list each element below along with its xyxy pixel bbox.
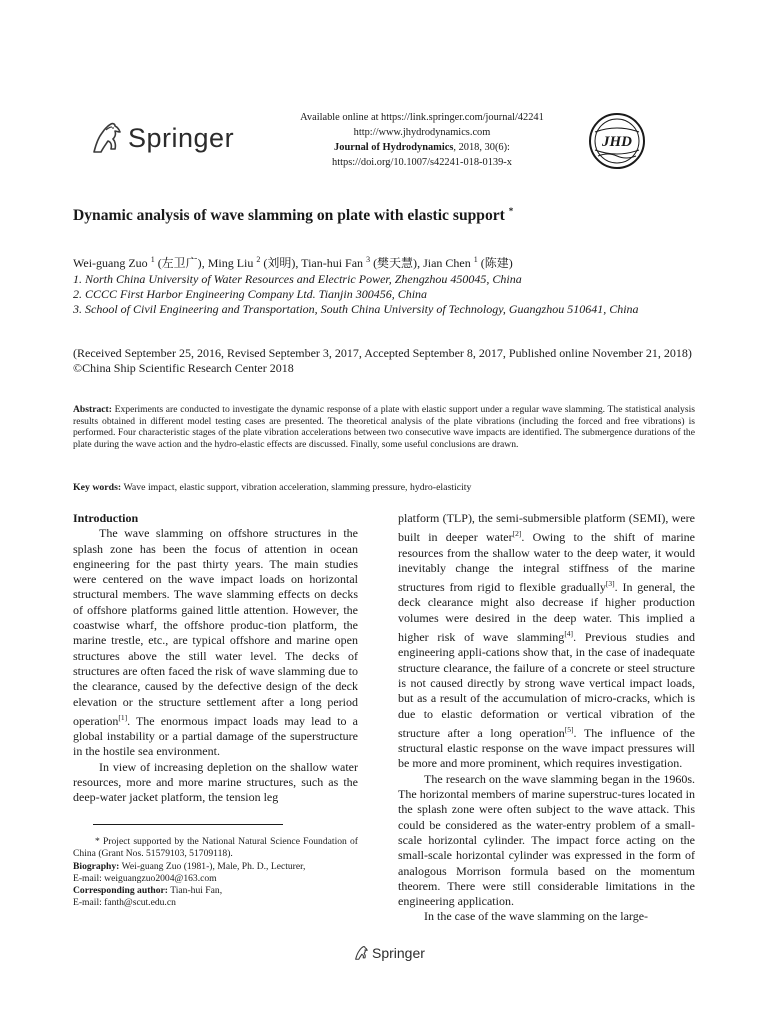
paragraph — [398, 511, 695, 772]
author-affiliation-number: 1 — [150, 255, 155, 264]
author-name: Wei-guang Zuo — [73, 256, 148, 270]
funding-note: * Project supported by the National Natural Science Foundation of China (Grant Nos. 51579103, 51709118). — [73, 836, 358, 860]
author — [73, 256, 208, 270]
springer-logo — [88, 118, 234, 158]
biography-email[interactable]: E-mail: weiguangzuo2004@163.com — [73, 872, 217, 884]
paragraph: The research on the wave slamming began in the 1960s. The horizontal members of marine superstruc-tures located in the splash zone were often subject to the wave attack. This could be considered as the water-entry problem of a small-scale horizontal cylinder. The impact force acting on the small-scale horizontal cylinder was expressed in the form of analogous Morrison formula based on the momentum theorem. There were still considerable limitations in the engineering application. — [398, 771, 695, 909]
journal-name: Journal of Hydrodynamics — [334, 142, 454, 153]
paragraph-text: . Owing to the shift of marine resources from the shallow water to the deep water, it would inevitably change the integral stiffness of the marine structures from rigid to flexible gradually — [398, 530, 695, 595]
springer-horse-icon — [88, 118, 124, 158]
author-name: Ming Liu — [207, 256, 254, 270]
footer-wordmark: Springer — [372, 945, 425, 961]
corresponding-email[interactable]: E-mail: fanth@scut.edu.cn — [73, 897, 176, 909]
author-chinese-name: (刘明) — [260, 256, 296, 270]
author-chinese-name: (左卫广) — [154, 256, 202, 270]
paragraph-text: The wave slamming on offshore structures in the splash zone has been the focus of attention in ocean engineering for the past thirty years. The main studies were centered on the wave impact loads on horizontal structural members. The wave slamming effects on decks of offshore platforms gained little attention. However, the coastwise wharf, the offshore produc-tion platform, the marine trestle, etc., are typical offshore and marine open structures above the still water level. The decks of structures are often faced the risk of wave slamming due to the clearance, caused by the defective design of the deck elevation or the structure settlement after a long period operation — [73, 526, 358, 728]
corresponding-label: Corresponding author: — [73, 885, 168, 897]
biography-text: Wei-guang Zuo (1981-), Male, Ph. D., Lecturer, — [119, 860, 306, 872]
author-affiliation-number: 2 — [256, 255, 261, 264]
journal-info — [262, 110, 582, 170]
availability-line[interactable]: Available online at https://link.springer.com/journal/42241 — [300, 112, 544, 123]
seal-label: JHD — [602, 134, 632, 150]
keywords-text: Wave impact, elastic support, vibration acceleration, slamming pressure, hydro-elasticity — [123, 482, 472, 493]
author-separator: , — [201, 256, 208, 270]
doi-link[interactable]: https://doi.org/10.1007/s42241-018-0139-x — [332, 157, 512, 168]
citation-ref[interactable]: [1] — [118, 712, 128, 722]
journal-citation — [262, 140, 582, 155]
author — [301, 256, 423, 270]
citation-ref[interactable]: [2] — [512, 529, 522, 539]
title-text: Dynamic analysis of wave slamming on plate with elastic support — [73, 207, 505, 225]
affiliation-3: 3. School of Civil Engineering and Transportation, South China University of Technology, Guangzhou 510641, China — [73, 302, 639, 317]
springer-horse-icon — [353, 944, 369, 962]
author — [208, 256, 301, 270]
corresponding-author — [73, 885, 358, 897]
citation-ref[interactable]: [5] — [564, 724, 574, 734]
right-column — [398, 511, 695, 925]
abstract-label: Abstract: — [73, 404, 112, 415]
author-separator: , — [295, 256, 302, 270]
paragraph-text: platform (TLP), the semi-submersible platform (SEMI), were built in deeper water — [398, 511, 695, 545]
biography-label: Biography: — [73, 860, 120, 872]
footnote-rule — [93, 824, 283, 825]
author-separator: , — [417, 256, 424, 270]
author-chinese-name: (陈建) — [477, 256, 513, 270]
dates-block — [73, 346, 695, 376]
left-column — [73, 511, 358, 806]
author-name: Jian Chen — [423, 256, 471, 270]
paragraph — [73, 526, 358, 759]
title-footnote-mark: * — [508, 206, 514, 216]
paragraph: In view of increasing depletion on the shallow water resources, more and more marine structures, such as the deep-water jacket platform, the tension leg — [73, 759, 358, 805]
springer-wordmark: Springer — [128, 122, 235, 153]
paragraph-text: . Previous studies and engineering appli-cations show that, in the case of inadequate structure clearance, the failure of a concrete or steel structure is not caused directly by strong wave vertical impact loads, but as a result of the accumulation of micro-cracks, which is due to elastic deformation or vertical vibration of the structure after a long operation — [398, 630, 695, 740]
abstract — [73, 404, 695, 450]
journal-website[interactable]: http://www.jhydrodynamics.com — [353, 127, 491, 138]
affiliation-1: 1. North China University of Water Resources and Electric Power, Zhengzhou 450045, China — [73, 272, 522, 286]
paragraph-text: . In general, the deck clearance might also decrease if higher production volumes were desired in the deep water. This implied a higher risk of wave slamming — [398, 580, 695, 645]
author-chinese-name: (樊天慧) — [370, 256, 418, 270]
corresponding-name: Tian-hui Fan, — [167, 885, 223, 897]
paper-title — [73, 206, 713, 225]
section-heading: Introduction — [73, 511, 139, 525]
journal-volume: , 2018, 30(6): — [453, 142, 510, 153]
author — [423, 256, 513, 270]
affiliations — [73, 272, 695, 318]
biography — [73, 861, 358, 873]
author-affiliation-number: 1 — [473, 255, 478, 264]
footnote — [73, 836, 358, 910]
received-dates: (Received September 25, 2016, Revised September 3, 2017, Accepted September 8, 2017, Published online November 21, 2018) — [73, 346, 692, 360]
citation-ref[interactable]: [3] — [605, 579, 615, 589]
footer-springer-logo — [353, 944, 425, 962]
keywords — [73, 482, 695, 493]
author-affiliation-number: 3 — [366, 255, 371, 264]
keywords-label: Key words: — [73, 482, 122, 493]
copyright-line: ©China Ship Scientific Research Center 2018 — [73, 361, 294, 376]
paragraph: In the case of the wave slamming on the large- — [424, 909, 649, 924]
jhd-seal-icon — [588, 112, 646, 170]
citation-ref[interactable]: [4] — [564, 629, 574, 639]
author-name: Tian-hui Fan — [301, 256, 364, 270]
abstract-text: Experiments are conducted to investigate the dynamic response of a plate with elastic support under a regular wave slamming. The statistical analysis results obtained in different model testing cases are presented. The theoretical analysis of the plate vibrations (including the forced and free vibrations) is performed. Four characteristic stages of the plate vibration accelerations between two consecutive wave impacts are identified. The submergence durations of the plate during the wave action and the hydro-elastic effects are discussed. Finally, some useful conclusions are drawn. — [73, 404, 695, 450]
paragraph-text: . The enormous impact loads may lead to a global instability or a partial damage of the superstructure in the hostile sea environment. — [73, 713, 358, 759]
paragraph-text: . The influence of the structural elastic response on the wave impact pressures will be more and more prominent, which requires investigation. — [398, 725, 695, 771]
author-list — [73, 254, 703, 271]
affiliation-2: 2. CCCC First Harbor Engineering Company Ltd. Tianjin 300456, China — [73, 287, 428, 302]
